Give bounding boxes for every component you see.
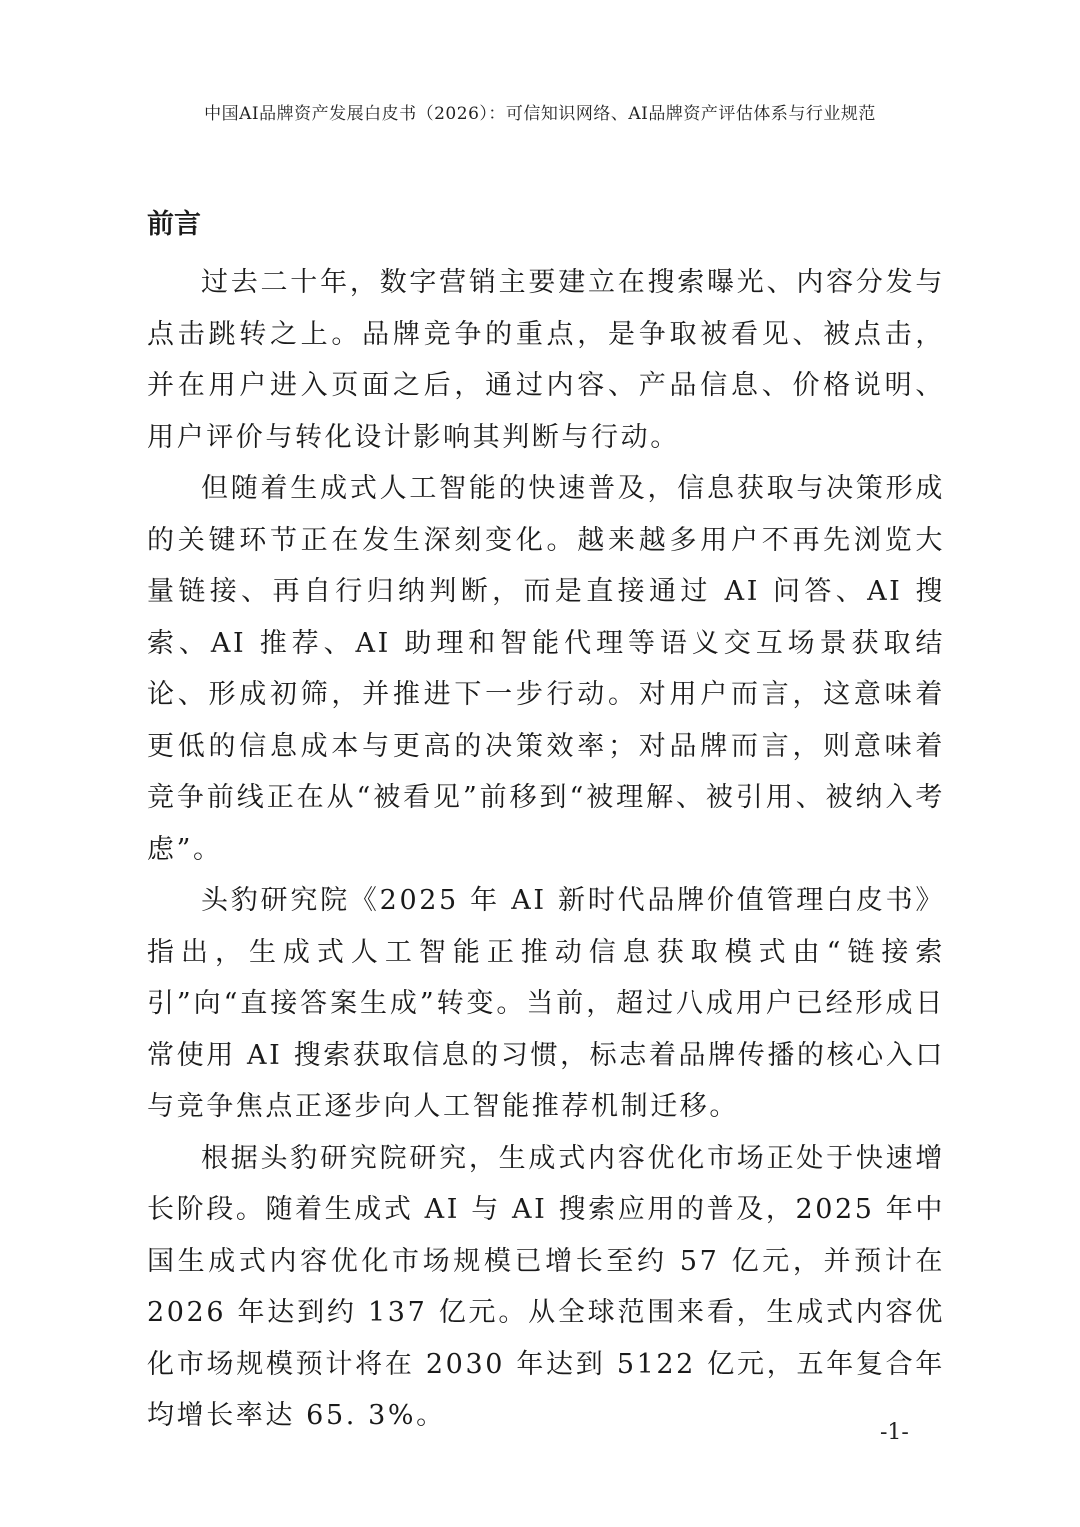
paragraph: 但随着生成式人工智能的快速普及，信息获取与决策形成的关键环节正在发生深刻变化。越来越多用户不再先浏览大量链接、再自行归纳判断，而是直接通过 AI 问答、AI 搜索、AI 推荐、AI 助理和智能代理等语义交互场景获取结论、形成初筛，并推进下一步行动。对用户而言，这意味着更低的信息成本与更高的决策效率；对品牌而言，则意味着竞争前线正在从“被看见”前移到“被理解、被引用、被纳入考虑”。 [147, 473, 945, 865]
body-text [147, 257, 945, 1442]
page-number: -1- [880, 1420, 909, 1445]
paragraph: 根据头豹研究院研究，生成式内容优化市场正处于快速增长阶段。随着生成式 AI 与 AI 搜索应用的普及，2025 年中国生成式内容优化市场规模已增长至约 57 亿元，并预计在 2026 年达到约 137 亿元。从全球范围来看，生成式内容优化市场规模预计将在 2030 年达到 5122 亿元，五年复合年均增长率达 65. 3%。 [147, 1142, 945, 1431]
paragraph: 过去二十年，数字营销主要建立在搜索曝光、内容分发与点击跳转之上。品牌竞争的重点，是争取被看见、被点击，并在用户进入页面之后，通过内容、产品信息、价格说明、用户评价与转化设计影响其判断与行动。 [147, 267, 945, 453]
running-header: 中国AI品牌资产发展白皮书（2026）：可信知识网络、AI品牌资产评估体系与行业规范 [204, 104, 876, 124]
paragraph: 头豹研究院《2025 年 AI 新时代品牌价值管理白皮书》指出，生成式人工智能正推动信息获取模式由“链接索引”向“直接答案生成”转变。当前，超过八成用户已经形成日常使用 AI 搜索获取信息的习惯，标志着品牌传播的核心入口与竞争焦点正逐步向人工智能推荐机制迁移。 [147, 885, 945, 1122]
section-title: 前言 [147, 209, 201, 240]
